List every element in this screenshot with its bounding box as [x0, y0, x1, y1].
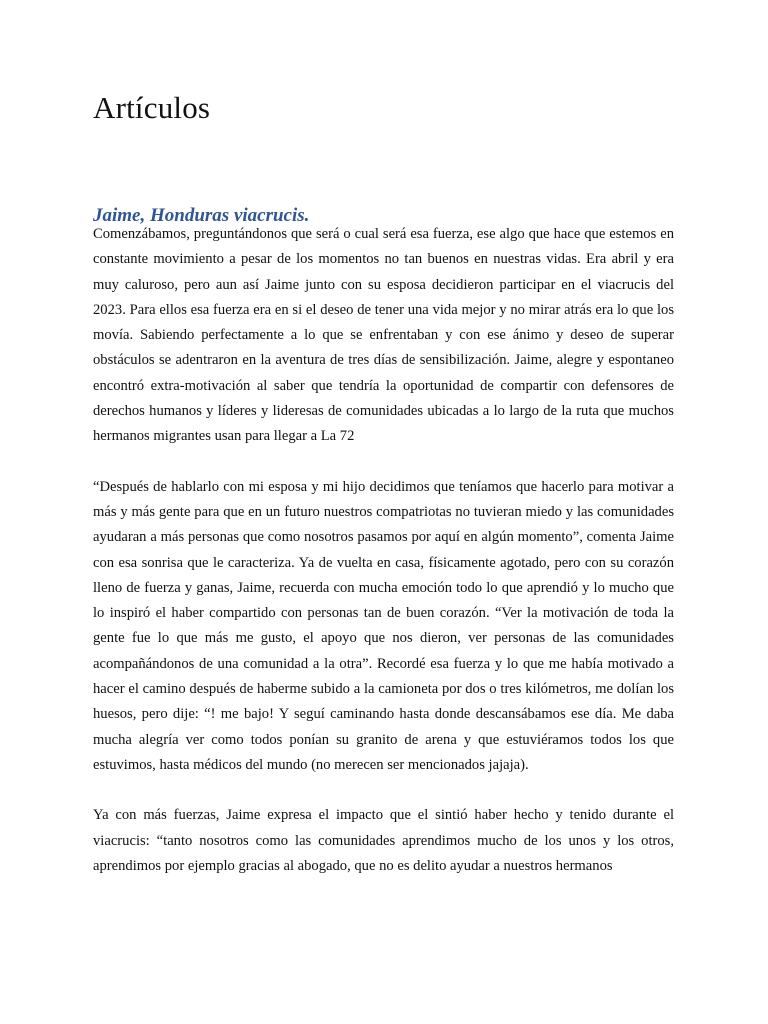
article-body	[93, 222, 674, 904]
paragraph: Comenzábamos, preguntándonos que será o cual será esa fuerza, ese algo que hace que estemos en constante movimiento a pesar de los momentos no tan buenos en nuestras vidas. Era abril y era muy caluroso, pero aun así Jaime junto con su esposa decidieron participar en el viacrucis del 2023. Para ellos esa fuerza era en si el deseo de tener una vida mejor y no mirar atrás era lo que los movía. Sabiendo perfectamente a lo que se enfrentaban y con ese ánimo y deseo de superar obstáculos se adentraron en la aventura de tres días de sensibilización. Jaime, alegre y espontaneo encontró extra-motivación al saber que tendría la oportunidad de compartir con defensores de derechos humanos y líderes y lideresas de comunidades ubicadas a lo largo de la ruta que muchos hermanos migrantes usan para llegar a La 72	[93, 226, 674, 445]
article-heading: Jaime, Honduras viacrucis.	[93, 205, 310, 226]
paragraph: Ya con más fuerzas, Jaime expresa el impacto que el sintió haber hecho y tenido durante el viacrucis: “tanto nosotros como las comunidades aprendimos mucho de los unos y los otros, aprendimos por ejemplo gracias al abogado, que no es delito ayudar a nuestros hermanos	[93, 807, 674, 874]
document-title: Artículos	[93, 90, 211, 125]
paragraph: “Después de hablarlo con mi esposa y mi hijo decidimos que teníamos que hacerlo para motivar a más y más gente para que en un futuro nuestros compatriotas no tuvieran miedo y las comunidades ayudaran a más personas que como nosotros pasamos por aquí en algún momento”, comenta Jaime con esa sonrisa que le caracteriza. Ya de vuelta en casa, físicamente agotado, pero con su corazón lleno de fuerza y ganas, Jaime, recuerda con mucha emoción todo lo que aprendió y lo mucho que lo inspiró el haber compartido con personas tan de buen corazón. “Ver la motivación de toda la gente fue lo que más me gusto, el apoyo que nos dieron, ver personas de las comunidades acompañándonos de una comunidad a la otra”. Recordé esa fuerza y lo que me había motivado a hacer el camino después de haberme subido a la camioneta por dos o tres kilómetros, me dolían los huesos, pero dije: “! me bajo! Y seguí caminando hasta donde descansábamos ese día. Me daba mucha alegría ver como todos ponían su granito de arena y que estuviéramos todos los que estuvimos, hasta médicos del mundo (no merecen ser mencionados jajaja).	[93, 478, 674, 773]
